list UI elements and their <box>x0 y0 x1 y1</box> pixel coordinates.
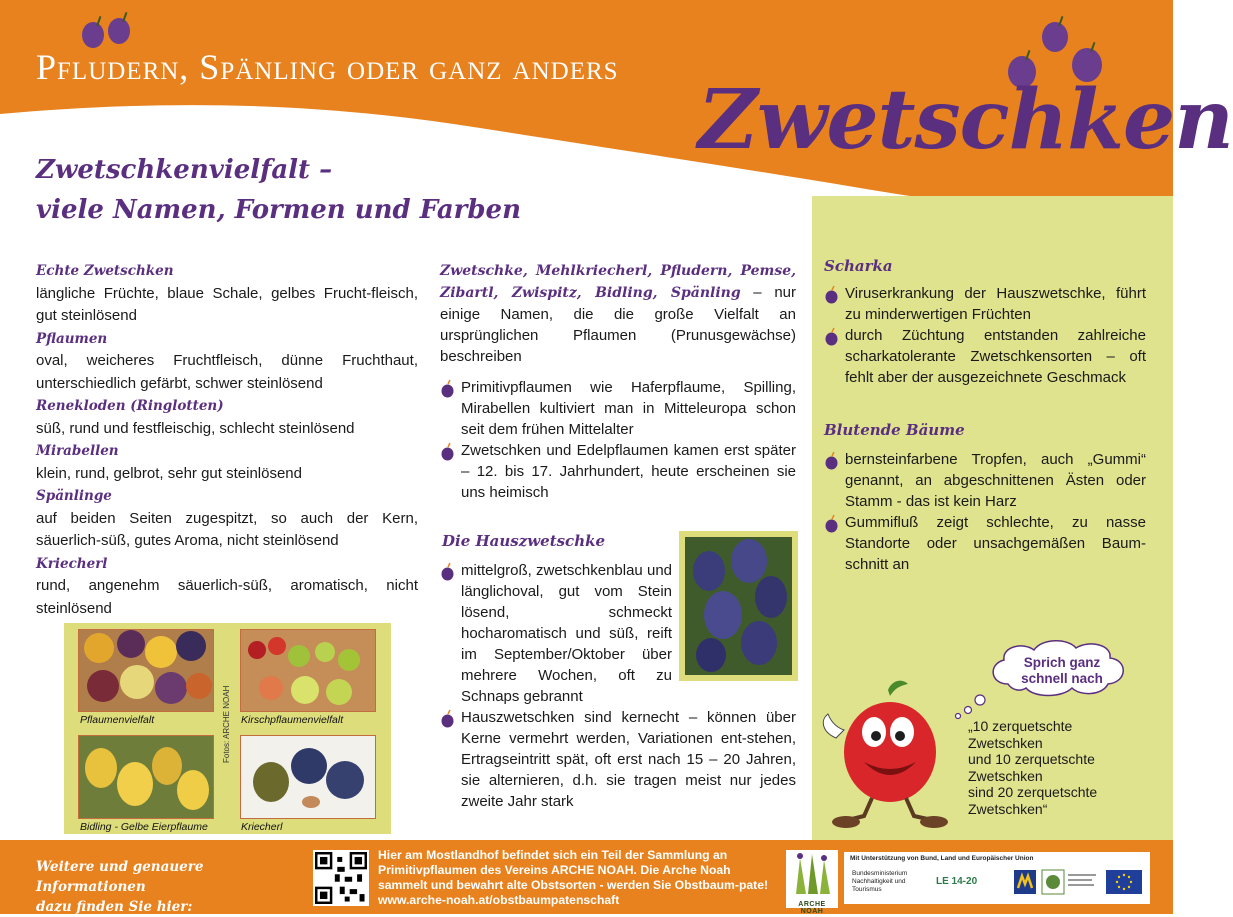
arche-noah-logo <box>786 850 838 915</box>
region-text-icon <box>1068 872 1098 892</box>
list-item-text: Primitivpflaumen wie Haferpflaume, Spilling, Mirabellen kultiviert man in Mitteleuropa schon seit dem frühen Mittelalter <box>461 379 796 438</box>
footer-text: Hier am Mostlandhof befindet sich ein Teil der Sammlung an Primitivpflaumen des Vereins ARCHE NOAH. Die Arche Noah sammelt und bewahrt alte Obstsorten - werden Sie Obstbaum-pate! www.arche-noah.at/obstbaumpatenschaft <box>378 848 769 907</box>
plum-bullet-icon <box>824 328 839 346</box>
variety-text: süß, rund und festfleischig, schlecht steinlösend <box>36 419 355 437</box>
variety-list <box>36 260 418 620</box>
variety-name: Mirabellen <box>36 443 119 459</box>
list-item <box>440 707 796 812</box>
sidebar-content <box>824 256 1146 575</box>
list-item-text: Gummifluß zeigt schlechte, zu nasse Standorte oder unsachgemäßen Baum-schnitt an <box>845 514 1146 573</box>
list-item-text: mittelgroß, zwetschkenblau und länglichoval, gut vom Stein lösend, schmeckt hocharomatisch und süß, reift im September/Oktober über mehrere Wochen, oft zu Schnaps gebrannt <box>461 562 672 705</box>
list-item <box>440 377 796 440</box>
arche-noah-logo-icon <box>786 850 838 896</box>
list-item <box>440 560 672 707</box>
list-item-text: Zwetschken und Edelpflaumen kamen erst später – 12. bis 17. Jahrhundert, heute erscheinen sie uns heimisch <box>461 442 796 501</box>
intro-text: – nur einige Namen, die die große Vielfalt an ursprünglichen Pflaumen (Prunusgewächse) beschreiben <box>440 284 796 365</box>
photo-caption: Kriecherl <box>241 821 283 833</box>
heading-line: Zwetschkenvielfalt – <box>36 155 333 185</box>
tongue-twister <box>968 718 1132 817</box>
variety-text: oval, weicheres Fruchtfleisch, dünne Fruchthaut, unterschiedlich gefärbt, schwer steinlösend <box>36 352 418 392</box>
photo-caption: Pflaumenvielfalt <box>80 714 155 726</box>
footer-info-line: dazu finden Sie hier: <box>36 899 193 915</box>
sponsor-title: Mit Unterstützung von Bund, Land und Europäischer Union <box>850 855 1034 862</box>
list-item-text: Hauszwetschken sind kernecht – können über Kerne vermehrt werden, Variationen ent-stehen, Ertragseintritt spät, oft erst nach 15 – 20 Jahren, sie alternieren, d.h. sie tragen meist nur jedes zweite Jahr stark <box>461 709 796 810</box>
photo-caption: Kirschpflaumenvielfalt <box>241 714 344 726</box>
tongue-twister-line: „10 zerquetschte <box>968 718 1073 734</box>
photo-hauszwetschke <box>679 531 798 681</box>
sponsor-logos <box>844 852 1150 904</box>
variety-name: Pflaumen <box>36 330 108 347</box>
heading-line: viele Namen, Formen und Farben <box>36 195 521 225</box>
list-item <box>824 512 1146 575</box>
page-title: Pfludern, Spänling oder ganz anders <box>36 47 619 87</box>
list-item <box>824 325 1146 388</box>
variety-text: klein, rund, gelbrot, sehr gut steinlösend <box>36 464 302 482</box>
tongue-twister-line: und 10 zerquetschte <box>968 751 1095 767</box>
tongue-twister-line: sind 20 zerquetschte <box>968 784 1098 800</box>
plum-icon <box>82 22 104 48</box>
plum-icon <box>1042 22 1068 52</box>
footer-info-line: Weitere und genauere Informationen <box>36 859 204 895</box>
photo-bidling <box>78 735 214 819</box>
plum-bullet-icon <box>440 380 455 398</box>
plum-bullet-icon <box>440 443 455 461</box>
photo-credit: Fotos: ARCHE NOAH <box>222 685 231 763</box>
plum-bullet-icon <box>824 452 839 470</box>
list-item <box>824 449 1146 512</box>
leader-logo-icon <box>1042 870 1064 894</box>
plum-icon <box>108 18 130 44</box>
plum-bullet-icon <box>440 563 455 581</box>
photo-kirschpflaumenvielfalt <box>240 629 376 712</box>
eu-flag-icon <box>1106 870 1142 894</box>
section-heading <box>36 150 596 230</box>
photo-caption: Bidling - Gelbe Eierpflaume <box>80 821 208 833</box>
photo-kriecherl <box>240 735 376 819</box>
le-logo: LE 14-20 <box>936 876 978 887</box>
plum-bullet-icon <box>440 710 455 728</box>
list-item-text: bernsteinfarbene Tropfen, auch „Gummi“ genannt, an abgeschnittenen Ästen oder Stamm - das ist kein Harz <box>845 451 1146 510</box>
qr-code-icon[interactable] <box>313 850 369 906</box>
tongue-twister-line: Zwetschken <box>968 767 1043 784</box>
variety-name: Echte Zwetschken <box>36 263 174 279</box>
photo-collage <box>64 623 391 834</box>
tongue-twister-line: Zwetschken <box>968 734 1043 751</box>
speech-text: Sprich ganz schnell nach <box>1021 655 1103 686</box>
brand-wordmark: Zwetschken <box>698 72 1233 168</box>
tongue-twister-line: Zwetschken“ <box>968 800 1048 817</box>
variety-name: Renekloden (Ringlotten) <box>36 398 224 414</box>
section-title: Die Hauszwetschke <box>442 532 606 550</box>
section-title: Scharka <box>824 257 893 275</box>
arche-noah-logo-text: ARCHE NOAH <box>798 901 826 915</box>
list-item <box>824 283 1146 325</box>
photo-pflaumenvielfalt <box>78 629 214 712</box>
variety-text: rund, angenehm säuerlich-süß, aromatisch, nicht steinlösend <box>36 577 418 617</box>
plum-bullet-icon <box>824 286 839 304</box>
ministry-name: Bundesministerium Nachhaltigkeit und Tourismus <box>852 870 908 893</box>
plum-bullet-icon <box>824 515 839 533</box>
noe-logo-icon <box>1014 870 1036 894</box>
variety-name: Spänlinge <box>36 488 112 504</box>
section-title: Blutende Bäume <box>824 421 965 439</box>
variety-text: auf beiden Seiten zugespitzt, so auch der Kern, säuerlich-süß, gutes Aroma, nicht steinlösend <box>36 509 418 549</box>
variety-text: längliche Früchte, blaue Schale, gelbes Frucht-fleisch, gut steinlösend <box>36 284 418 324</box>
ministry-logo <box>852 870 930 894</box>
list-item-text: Viruserkrankung der Hauszwetschke, führt zu minderwertigen Früchten <box>845 285 1146 323</box>
list-item <box>440 440 796 503</box>
footer-info <box>36 857 316 917</box>
apple-mascot-icon <box>818 680 958 830</box>
variety-names: Zwetschke, Mehlkriecherl, Pfludern, Pemse, Zibartl, Zwispitz, Bidling, Spänling <box>440 263 796 301</box>
list-item-text: durch Züchtung entstanden zahlreiche scharkatolerante Zwetschkensorten – oft fehlt aber der ausgezeichnete Geschmack <box>845 327 1146 386</box>
variety-name: Kriecherl <box>36 555 108 572</box>
